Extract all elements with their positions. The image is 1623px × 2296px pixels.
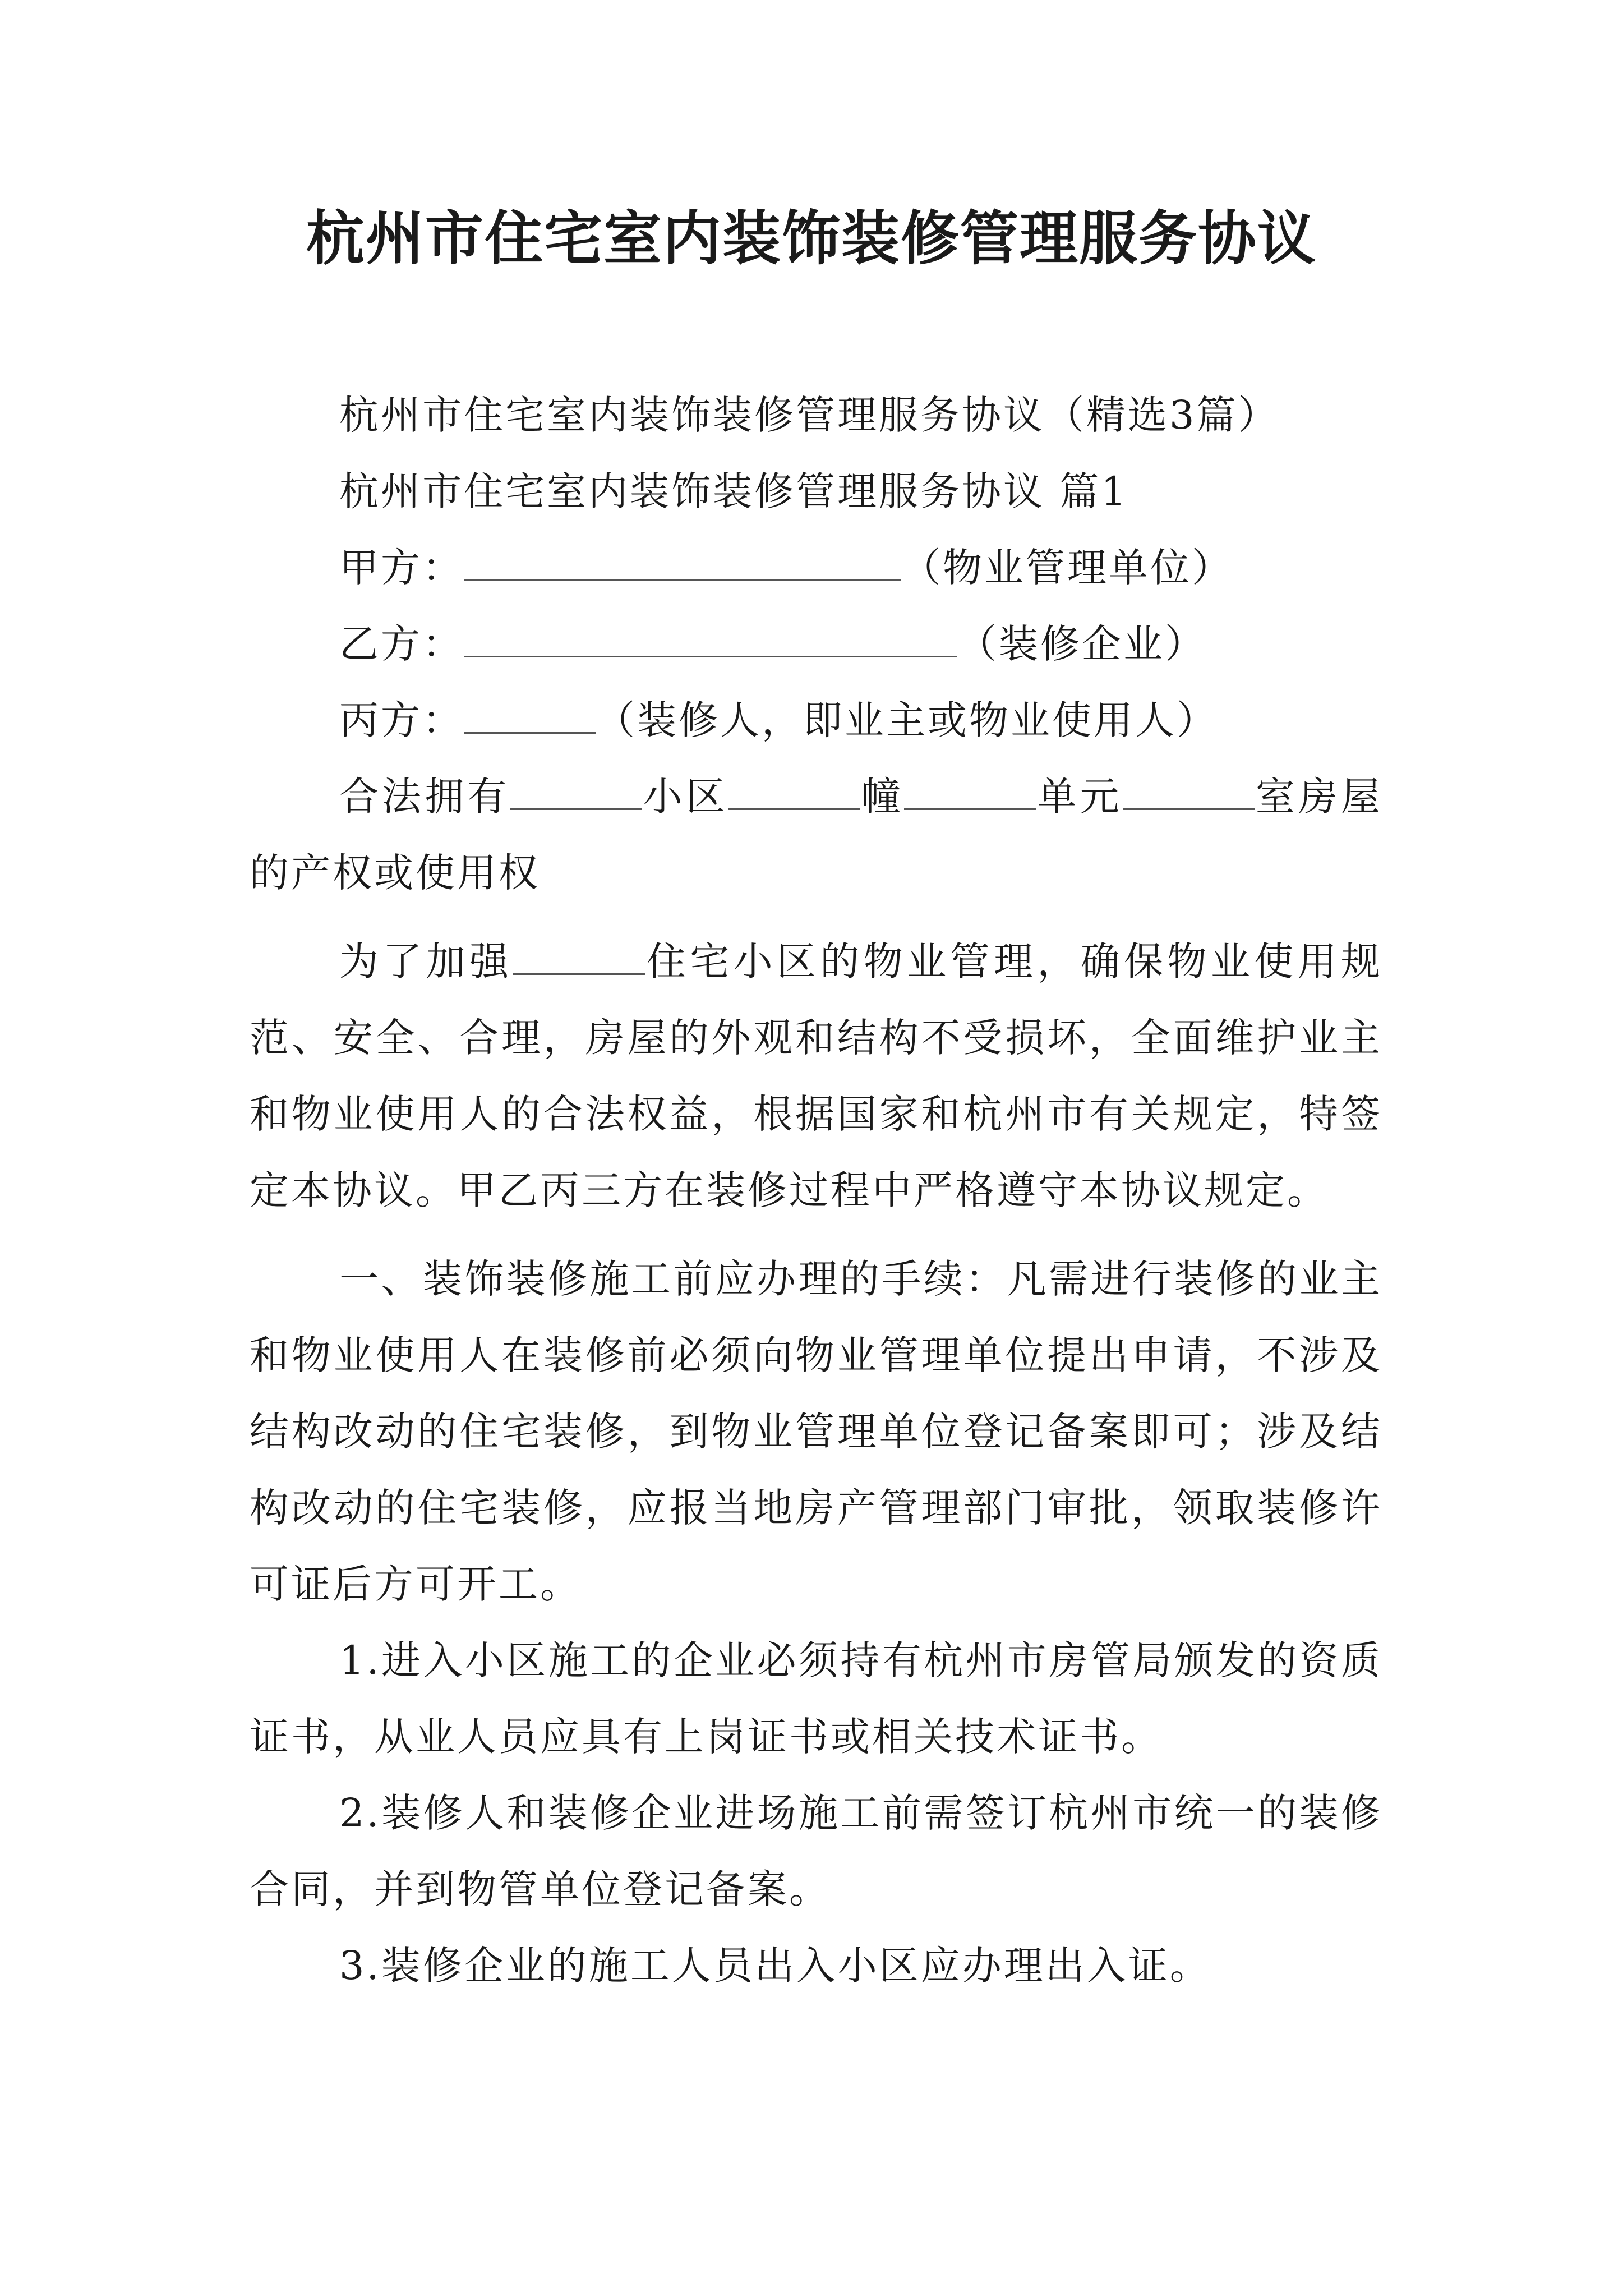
section-1-paragraph: 一、装饰装修施工前应办理的手续：凡需进行装修的业主和物业使用人在装修前必须向物业管理单位提出申请，不涉及结构改动的住宅装修，到物业管理单位登记备案即可；涉及结构改动的住宅装修，应报当地房产管理部门审批，领取装修许可证后方可开工。 (250, 1256, 1382, 1607)
purpose-text-2: 住宅小区的物业管理，确保物业使用规范、安全、合理，房屋的外观和结构不受损坏，全面维护业主和物业使用人的合法权益，根据国家和杭州市有关规定，特签定本协议。甲乙丙三方在装修过程中严格遵守本协议规定。 (250, 938, 1383, 1213)
ownership-text-2: 小区 (642, 774, 728, 820)
party-c-line (250, 682, 1382, 758)
party-a-label: 甲方： (339, 545, 464, 591)
ownership-text-1: 合法拥有 (339, 774, 510, 820)
subtitle: 杭州市住宅室内装饰装修管理服务协议（精选3篇） (339, 392, 1280, 438)
party-b-note: （装修企业） (957, 621, 1206, 667)
document-title: 杭州市住宅室内装饰装修管理服务协议 (306, 204, 1317, 273)
party-c-note: （装修人，即业主或物业使用人） (596, 697, 1218, 743)
party-a-note: （物业管理单位） (901, 545, 1233, 591)
party-c-label: 丙方： (339, 697, 464, 743)
ownership-text-3: 幢 (860, 774, 905, 820)
item-2-paragraph: 2.装修人和装修企业进场施工前需签订杭州市统一的装修合同，并到物管单位登记备案。 (250, 1790, 1382, 1912)
party-b-blank (464, 616, 957, 657)
building-blank (728, 769, 860, 810)
party-a-blank (464, 540, 901, 581)
purpose-blank (513, 934, 645, 975)
item-3-paragraph: 3.装修企业的施工人员出入小区应办理出入证。 (339, 1943, 1211, 1989)
purpose-text-1: 为了加强 (339, 938, 513, 984)
party-c-blank (464, 693, 596, 734)
ownership-text-4: 单元 (1036, 774, 1123, 820)
unit-blank (904, 769, 1036, 810)
document-body (250, 377, 1382, 2004)
purpose-paragraph (250, 923, 1382, 1228)
party-b-label: 乙方： (339, 621, 464, 667)
party-b-line (250, 606, 1382, 682)
community-blank (510, 769, 642, 810)
chapter-heading: 杭州市住宅室内装饰装修管理服务协议 篇1 (339, 468, 1128, 514)
party-a-line (250, 530, 1382, 606)
room-blank (1123, 769, 1255, 810)
ownership-text-5: 室房屋的产权或使用权 (250, 774, 1383, 896)
item-1-paragraph: 1.进入小区施工的企业必须持有杭州市房管局颁发的资质证书，从业人员应具有上岗证书或相关技术证书。 (250, 1637, 1382, 1760)
ownership-paragraph (250, 758, 1382, 911)
